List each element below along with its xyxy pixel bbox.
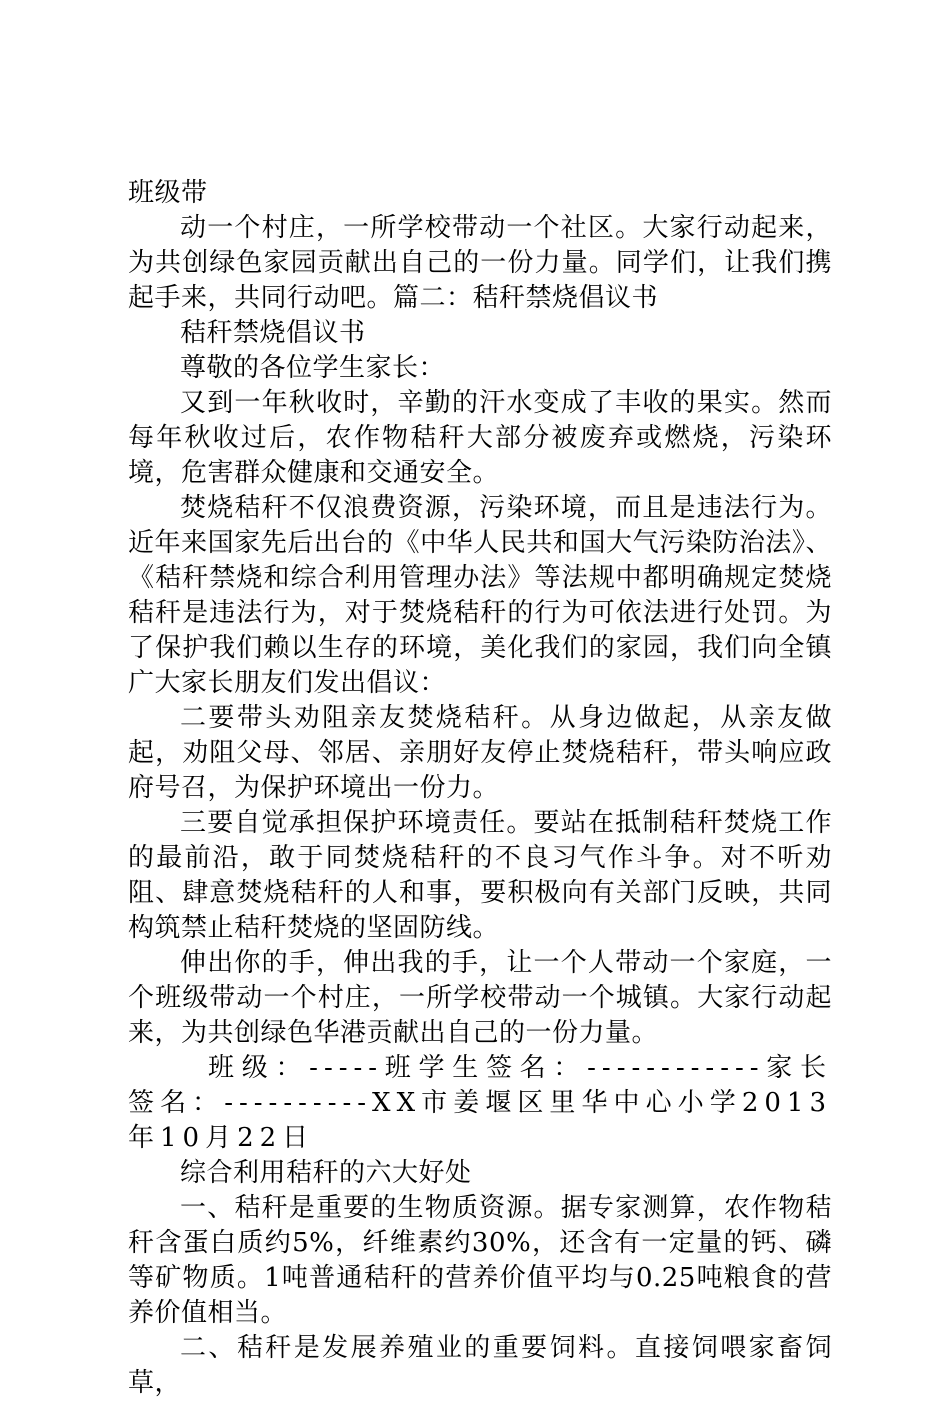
paragraph-harvest: 又到一年秋收时，辛勤的汗水变成了丰收的果实。然而每年秋收过后，农作物秸秆大部分被废弃或燃烧，污染环境，危害群众健康和交通安全。 [128, 388, 832, 488]
salutation: 尊敬的各位学生家长： [180, 353, 446, 383]
paragraph-law: 焚烧秸秆不仅浪费资源，污染环境，而且是违法行为。近年来国家先后出台的《中华人民共和国大气污染防治法》、《秸秆禁烧和综合利用管理办法》等法规中都明确规定焚烧秸秆是违法行为，对于焚烧秸秆的行为可依法进行处罚。为了保护我们赖以生存的环境，美化我们的家园，我们向全镇广大家长朋友们发出倡议： [128, 493, 832, 698]
paragraph-intro-continuation: 动一个村庄，一所学校带动一个社区。大家行动起来，为共创绿色家园贡献出自己的一份力量。同学们，让我们携起手来，共同行动吧。篇二：秸秆禁烧倡议书 [128, 213, 832, 313]
proposal-title: 秸秆禁烧倡议书 [180, 318, 366, 348]
paragraph-point-three: 三要自觉承担保护环境责任。要站在抵制秸秆焚烧工作的最前沿，敢于同焚烧秸秆的不良习气作斗争。对不听劝阻、肆意焚烧秸秆的人和事，要积极向有关部门反映，共同构筑禁止秸秆焚烧的坚固防线。 [128, 808, 832, 943]
section-heading-benefits: 综合利用秸秆的六大好处 [180, 1158, 472, 1188]
document-body [128, 176, 832, 1401]
paragraph-benefit-one: 一、秸秆是重要的生物质资源。据专家测算，农作物秸秆含蛋白质约5%，纤维素约30%，还含有一定量的钙、磷等矿物质。1吨普通秸秆的营养价值平均与0.25吨粮食的营养价值相当。 [128, 1193, 832, 1328]
paragraph-benefit-two: 二、秸秆是发展养殖业的重要饲料。直接饲喂家畜饲草， [128, 1333, 832, 1398]
paragraph-point-two: 二要带头劝阻亲友焚烧秸秆。从身边做起，从亲友做起，劝阻父母、邻居、亲朋好友停止焚烧秸秆，带头响应政府号召，为保护环境出一份力。 [128, 703, 832, 803]
signature-line: 班级：-----班学生签名：------------家长签名：----------XX市姜堰区里华中心小学2013年10月22日 [128, 1053, 832, 1153]
paragraph-call-to-action: 伸出你的手，伸出我的手，让一个人带动一个家庭，一个班级带动一个村庄，一所学校带动一个城镇。大家行动起来，为共创绿色华港贡献出自己的一份力量。 [128, 948, 832, 1048]
paragraph-fragment-start: 班级带 [128, 178, 208, 208]
